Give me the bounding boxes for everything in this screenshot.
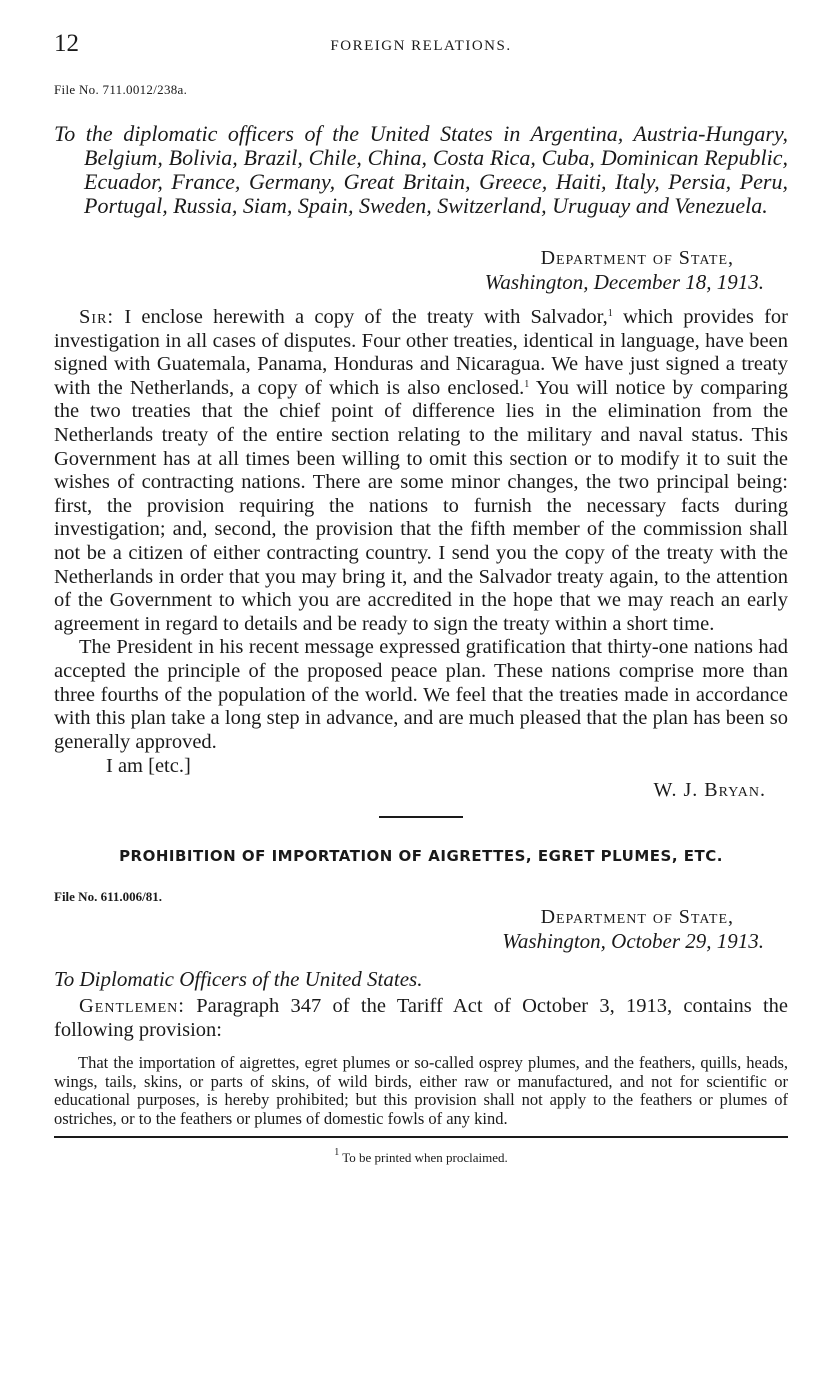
letter-address: To the diplomatic officers of the United States in Argentina, Austria-Hungary, Belgium, Bolivia, Brazil, Chile, China, Costa Rica, Cuba, Dominican Republic, Ecuador, France, Germany, Great Britain, Greece, Haiti, Italy, Persia, Peru, Portugal, Russia, Siam, Spain, Sweden, Switzerland, Uruguay and Venezuela. (54, 121, 788, 218)
paragraph (54, 306, 788, 636)
quote-text: That the importation of aigrettes, egret plumes or so-called osprey plumes, and the feathers, quills, heads, wings, tails, skins, or parts of skins, of wild birds, either raw or manufactured, and not for scientific or educational purposes, is hereby prohibited; but this provision shall not apply to the feathers or plumes of ostriches, or to the feathers or plumes of domestic fowls of any kind. (54, 1053, 788, 1128)
letter-body (54, 995, 788, 1042)
dateline: Washington, December 18, 1913. (484, 270, 764, 294)
salutation: Gentlemen: (79, 995, 185, 1018)
file-number: File No. 611.006/81. (54, 889, 162, 905)
paragraph (54, 995, 788, 1042)
footnote-text: To be printed when proclaimed. (342, 1150, 508, 1166)
letter-address: To Diplomatic Officers of the United States. (54, 967, 423, 992)
file-number: File No. 711.0012/238a. (54, 82, 188, 97)
paragraph-text: which provides for investigation in all cases of disputes. Four other treaties, identical in language, have been signed with Guatemala, Panama, Honduras and Nicaragua. We have just signed a treaty with the Netherlands, a copy of which is also enclosed. (54, 306, 789, 399)
department-line: Department of State, (540, 906, 734, 929)
quoted-provision (54, 1054, 788, 1128)
running-head: FOREIGN RELATIONS. (330, 38, 512, 54)
footnote-rule (54, 1136, 788, 1138)
paragraph-text: I enclose herewith a copy of the treaty with Salvador, (124, 306, 608, 328)
paragraph-text: Paragraph 347 of the Tariff Act of October 3, 1913, contains the following provision: (54, 995, 789, 1041)
closing: I am [etc.] (106, 755, 191, 778)
paragraph-text: You will notice by comparing the two treaties that the chief point of difference lies in the elimination from the Netherlands treaty of the entire section relating to the military and naval status. This Government has at all times been willing to omit this section or to modify it to suit the wishes of contracting nations. There are some minor changes, the two principal being: first, the provision requiring the nations to furnish the necessary facts during investigation; and, second, the provision that the fifth member of the commission shall not be a citizen of either contracting country. I send you the copy of the treaty with the Netherlands in order that you may bring it, and the Salvador treaty again, to the attention of the Government to which you are accredited in the hope that we may reach an early agreement in regard to details and be ready to sign the treaty within a short time. (54, 376, 789, 635)
signature: W. J. Bryan. (653, 779, 766, 802)
section-heading: PROHIBITION OF IMPORTATION OF AIGRETTES, EGRET PLUMES, ETC. (119, 847, 723, 866)
page-number: 12 (54, 30, 79, 57)
footnote-ref: 1 (607, 308, 613, 319)
salutation: Sir: (79, 306, 115, 328)
department-line: Department of State, (540, 247, 734, 269)
footnote (54, 1147, 788, 1166)
paragraph: The President in his recent message expressed gratification that thirty-one nations had accepted the principle of the proposed peace plan. These nations comprise more than three fourths of the population of the world. We feel that the treaties made in accordance with this plan take a long step in advance, and are much pleased that the plan has been so generally approved. (54, 636, 788, 753)
document-page (54, 30, 788, 1166)
footnote-ref: 1 (524, 378, 530, 390)
section-divider (379, 816, 463, 818)
page-header (54, 30, 788, 60)
letter-body (54, 306, 788, 754)
footnote-marker: 1 (334, 1147, 340, 1159)
dateline: Washington, October 29, 1913. (502, 929, 764, 954)
